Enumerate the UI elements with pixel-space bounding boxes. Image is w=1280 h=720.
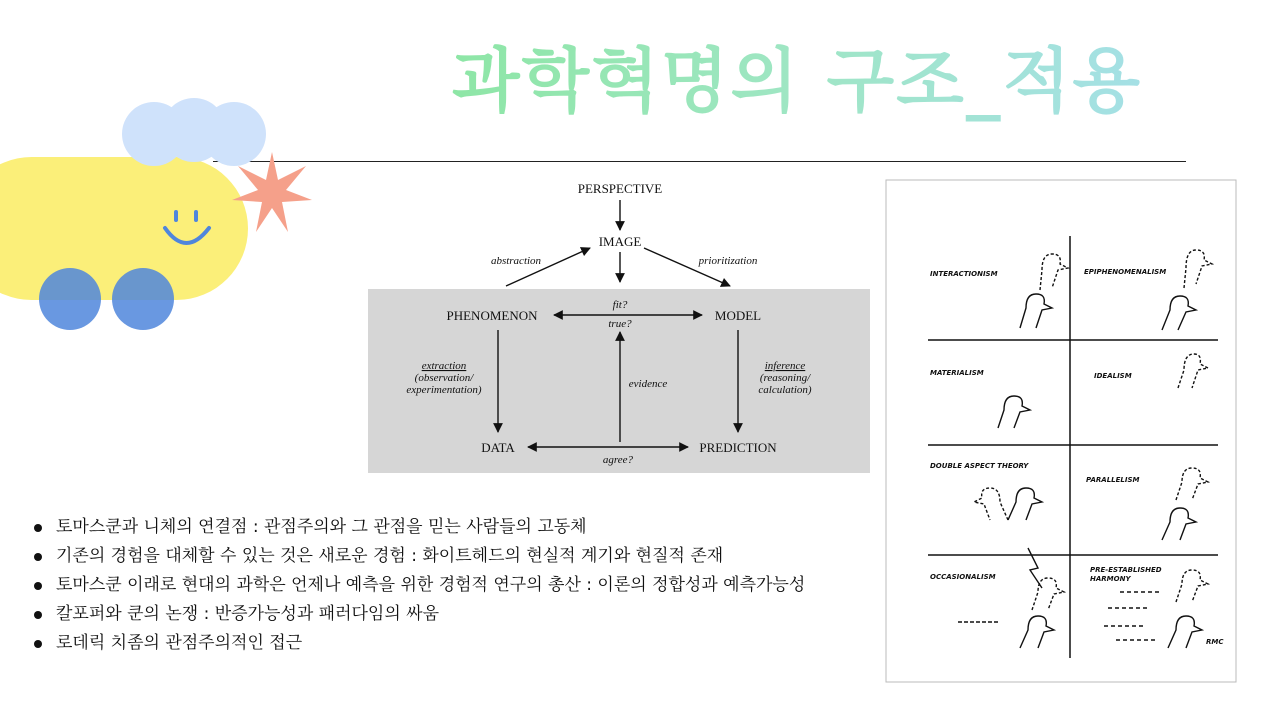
bullet-item: 토마스쿤과 니체의 연결점 : 관점주의와 그 관점을 믿는 사람들의 고동체 <box>34 513 805 542</box>
label-epiphenomenalism: EPIPHENOMENALISM <box>1084 268 1167 276</box>
label-interactionism: INTERACTIONISM <box>930 270 998 278</box>
label-extraction-sub2: experimentation) <box>406 384 482 396</box>
node-image: IMAGE <box>598 234 642 249</box>
label-materialism: MATERIALISM <box>930 369 984 377</box>
label-prioritization: prioritization <box>698 255 758 267</box>
node-prediction: PREDICTION <box>699 440 777 455</box>
label-harmony: HARMONY <box>1090 575 1131 583</box>
node-model: MODEL <box>714 308 762 323</box>
science-flow-diagram <box>368 172 870 474</box>
label-inference-sub1: (reasoning/ <box>759 372 811 384</box>
label-true: true? <box>608 318 632 330</box>
node-perspective: PERSPECTIVE <box>577 181 663 196</box>
label-idealism: IDEALISM <box>1094 372 1132 380</box>
label-evidence: evidence <box>628 378 668 390</box>
bullet-item: 토마스쿤 이래로 현대의 과학은 언제나 예측을 위한 경험적 연구의 총산 : 이론의 정합성과 예측가능성 <box>34 571 805 600</box>
bullet-item: 기존의 경험을 대체할 수 있는 것은 새로운 경험 : 화이트헤드의 현실적 계기와 현질적 존재 <box>34 542 805 571</box>
label-occasionalism: OCCASIONALISM <box>930 573 996 581</box>
label-parallelism: PARALLELISM <box>1086 476 1140 484</box>
circle-icon <box>39 268 101 330</box>
title-divider <box>213 161 1186 162</box>
mind-body-cartoon <box>880 178 1242 688</box>
node-phenomenon: PHENOMENON <box>446 308 538 323</box>
label-double-aspect-theory: DOUBLE ASPECT THEORY <box>930 462 1029 470</box>
node-data: DATA <box>481 440 515 455</box>
label-fit: fit? <box>612 299 628 311</box>
label-pre-established: PRE-ESTABLISHED <box>1090 566 1162 574</box>
label-inference: inference <box>764 360 806 372</box>
bullet-item: 칼포퍼와 쿤의 논쟁 : 반증가능성과 패러다임의 싸움 <box>34 600 805 629</box>
star-icon <box>232 152 312 232</box>
label-abstraction: abstraction <box>490 255 542 267</box>
bullet-list <box>34 513 805 658</box>
circle-icon <box>112 268 174 330</box>
bullet-item: 로데릭 치좀의 관점주의적인 접근 <box>34 629 805 658</box>
label-extraction: extraction <box>421 360 467 372</box>
label-extraction-sub1: (observation/ <box>414 372 474 384</box>
slide-title: 과학혁명의 구조_적용 <box>452 26 1212 136</box>
smiley-icon <box>159 208 215 252</box>
label-signature: RMC <box>1206 638 1224 646</box>
label-agree: agree? <box>602 454 634 466</box>
label-inference-sub2: calculation) <box>758 384 812 396</box>
